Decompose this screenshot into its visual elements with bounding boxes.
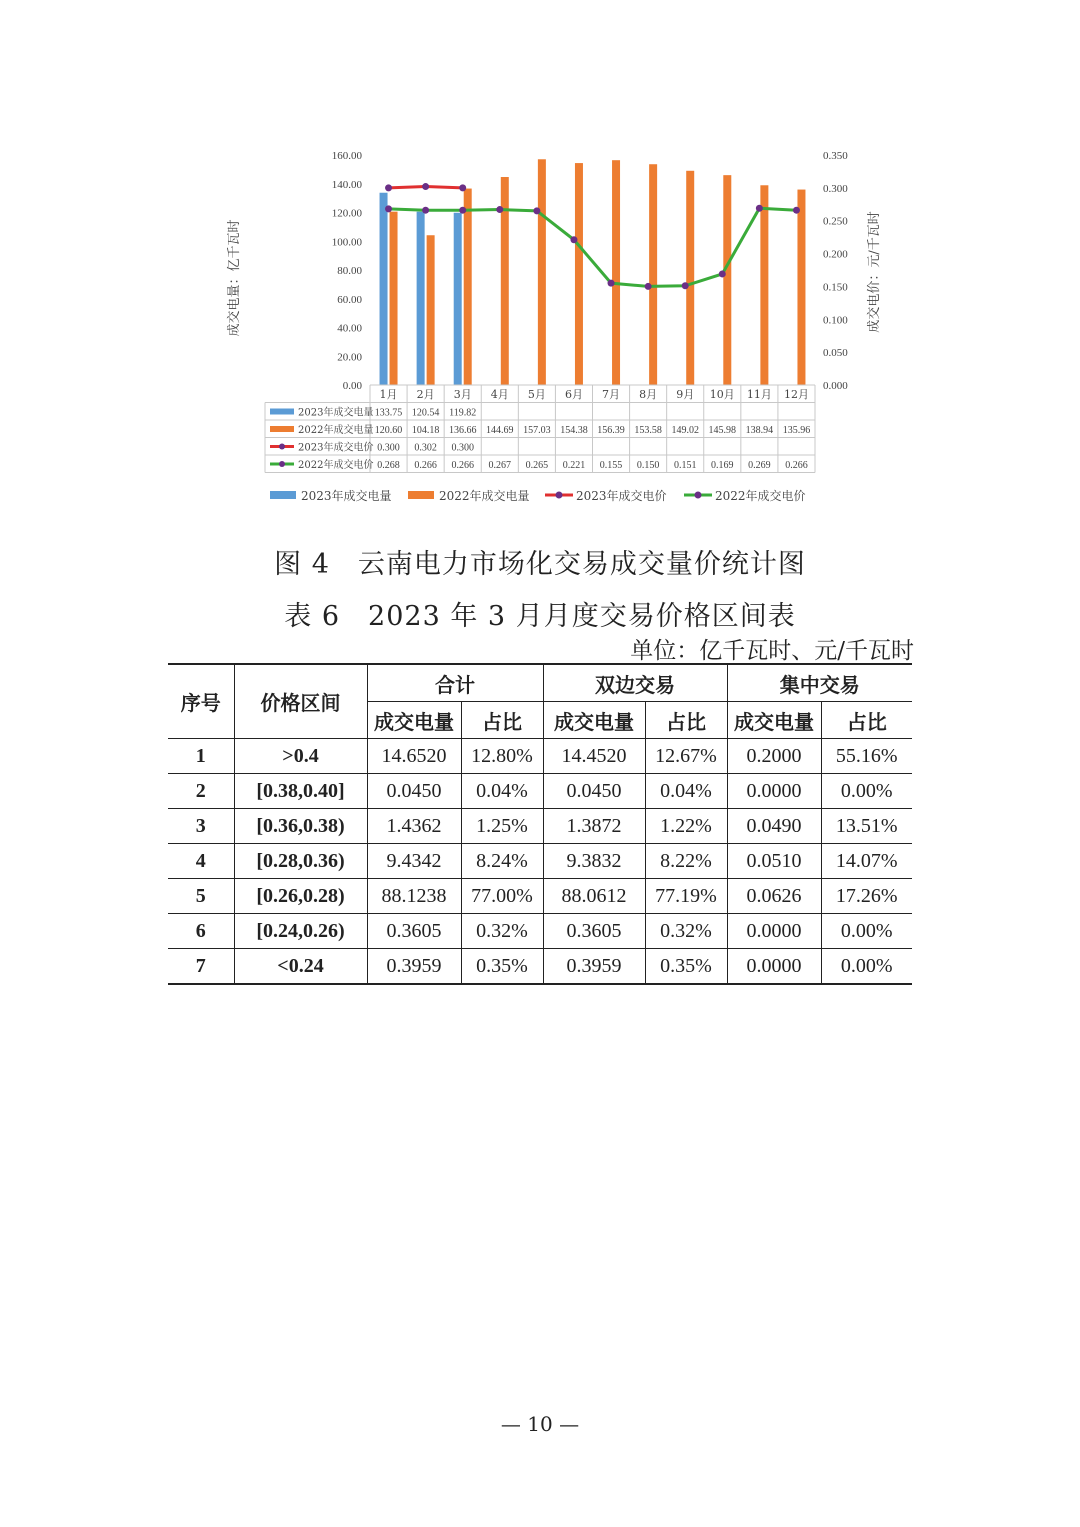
cell-centralized-share: 14.07% <box>821 844 912 879</box>
legend-label: 2023年成交电价 <box>576 489 667 503</box>
cell-range: [0.38,0.40] <box>234 774 367 809</box>
data-label: 120.60 <box>374 425 403 436</box>
line-point <box>459 184 466 191</box>
cell-range: [0.36,0.38) <box>234 809 367 844</box>
cell-bilateral-volume: 9.3832 <box>543 844 645 879</box>
y-right-tick-label: 0.100 <box>823 314 848 327</box>
line-point <box>756 205 763 212</box>
cell-total-volume: 0.3959 <box>367 949 461 985</box>
x-tick-label: 5月 <box>527 388 546 401</box>
bar <box>390 212 398 385</box>
x-tick-label: 1月 <box>379 388 398 401</box>
cell-centralized-share: 0.00% <box>821 914 912 949</box>
cell-range: [0.24,0.26) <box>234 914 367 949</box>
line-point <box>645 283 652 290</box>
cell-total-volume: 0.3605 <box>367 914 461 949</box>
y-left-tick-label: 100.00 <box>331 236 362 249</box>
data-label: 0.266 <box>414 460 437 471</box>
cell-total-volume: 9.4342 <box>367 844 461 879</box>
data-label: 0.268 <box>377 460 400 471</box>
table-row <box>168 879 912 914</box>
cell-bilateral-volume: 0.0450 <box>543 774 645 809</box>
data-table-legend-key <box>270 426 294 432</box>
cell-bilateral-volume: 0.3959 <box>543 949 645 985</box>
legend-key <box>270 491 296 499</box>
bar <box>380 193 388 385</box>
data-label: 153.58 <box>634 425 662 436</box>
cell-bilateral-share: 0.04% <box>645 774 727 809</box>
header-index: 序号 <box>168 664 234 739</box>
bar <box>427 235 435 385</box>
bar <box>686 171 694 385</box>
y-right-tick-label: 0.300 <box>823 182 848 195</box>
data-label: 0.302 <box>414 442 437 454</box>
header-centralized-share: 占比 <box>821 702 912 739</box>
cell-index: 1 <box>168 739 234 774</box>
y-left-tick-label: 80.00 <box>337 265 362 277</box>
cell-total-volume: 14.6520 <box>367 739 461 774</box>
legend-label: 2022年成交电量 <box>439 489 530 503</box>
data-label: 133.75 <box>374 407 403 419</box>
data-label: 138.94 <box>745 425 774 436</box>
cell-centralized-share: 17.26% <box>821 879 912 914</box>
table-row <box>168 844 912 879</box>
line-point <box>793 207 800 214</box>
cell-index: 6 <box>168 914 234 949</box>
cell-range: [0.26,0.28) <box>234 879 367 914</box>
cell-index: 5 <box>168 879 234 914</box>
header-total-share: 占比 <box>461 702 543 739</box>
data-label: 0.266 <box>785 460 808 471</box>
cell-bilateral-volume: 0.3605 <box>543 914 645 949</box>
data-label: 157.03 <box>523 425 551 436</box>
cell-centralized-volume: 0.0000 <box>727 949 821 985</box>
data-label: 156.39 <box>597 425 625 436</box>
data-label: 120.54 <box>411 407 440 419</box>
bar <box>760 185 768 385</box>
header-range: 价格区间 <box>234 664 367 739</box>
unit-label: 单位：亿千瓦时、元/千瓦时 <box>630 638 914 664</box>
bar <box>464 189 472 385</box>
data-label: 145.98 <box>708 425 737 436</box>
y-left-tick-label: 140.00 <box>331 178 362 191</box>
line-point <box>682 282 689 289</box>
bar <box>454 213 462 385</box>
legend-key <box>556 492 563 499</box>
y-left-tick-label: 40.00 <box>337 322 362 335</box>
combo-chart <box>0 0 1080 530</box>
cell-total-share: 0.32% <box>461 914 543 949</box>
cell-total-volume: 0.0450 <box>367 774 461 809</box>
series-line <box>389 208 797 286</box>
cell-index: 7 <box>168 949 234 985</box>
cell-centralized-volume: 0.0626 <box>727 879 821 914</box>
cell-centralized-volume: 0.0510 <box>727 844 821 879</box>
line-point <box>533 207 540 214</box>
y-left-tick-label: 0.00 <box>342 380 362 392</box>
line-point <box>719 270 726 277</box>
cell-index: 4 <box>168 844 234 879</box>
data-label: 0.151 <box>673 460 697 471</box>
y-left-tick-label: 60.00 <box>337 293 362 306</box>
data-label: 0.269 <box>748 460 771 471</box>
table-row <box>168 809 912 844</box>
cell-bilateral-share: 77.19% <box>645 879 727 914</box>
cell-total-volume: 88.1238 <box>367 879 461 914</box>
x-tick-label: 2月 <box>416 388 435 401</box>
cell-total-volume: 1.4362 <box>367 809 461 844</box>
bar <box>538 159 546 385</box>
line-point <box>459 207 466 214</box>
x-tick-label: 8月 <box>639 388 658 401</box>
cell-bilateral-share: 1.22% <box>645 809 727 844</box>
cell-range: >0.4 <box>234 739 367 774</box>
data-table-legend-key <box>279 461 285 467</box>
line-point <box>385 184 392 191</box>
data-label: 104.18 <box>411 425 440 436</box>
table-caption: 表 6 2023 年 3 月月度交易价格区间表 <box>284 601 796 632</box>
cell-total-share: 1.25% <box>461 809 543 844</box>
data-table-series-name: 2023年成交电量 <box>298 407 374 419</box>
cell-bilateral-volume: 14.4520 <box>543 739 645 774</box>
cell-bilateral-volume: 1.3872 <box>543 809 645 844</box>
data-label: 154.38 <box>560 425 588 436</box>
header-centralized-volume: 成交电量 <box>727 702 821 739</box>
legend-label: 2022年成交电价 <box>715 489 806 503</box>
data-label: 0.150 <box>636 460 660 471</box>
cell-centralized-volume: 0.0000 <box>727 774 821 809</box>
table-row <box>168 914 912 949</box>
line-point <box>422 207 429 214</box>
cell-centralized-share: 0.00% <box>821 774 912 809</box>
header-total-volume: 成交电量 <box>367 702 461 739</box>
cell-total-share: 12.80% <box>461 739 543 774</box>
x-tick-label: 11月 <box>746 388 772 401</box>
figure-caption: 图 4 云南电力市场化交易成交量价统计图 <box>274 549 806 580</box>
legend-key <box>695 492 702 499</box>
data-table-legend-key <box>270 409 294 415</box>
data-table-series-name: 2022年成交电量 <box>298 425 374 436</box>
data-label: 135.96 <box>782 425 811 436</box>
data-table-legend-key <box>279 444 285 450</box>
line-point <box>422 183 429 190</box>
header-bilateral-share: 占比 <box>645 702 727 739</box>
cell-range: [0.28,0.36) <box>234 844 367 879</box>
data-label: 0.300 <box>377 442 400 454</box>
cell-centralized-share: 0.00% <box>821 949 912 985</box>
line-point <box>570 236 577 243</box>
data-table-series-name: 2022年成交电价 <box>298 460 374 471</box>
header-bilateral: 双边交易 <box>543 664 727 702</box>
data-label: 149.02 <box>671 425 699 436</box>
cell-total-share: 0.35% <box>461 949 543 985</box>
y-left-tick-label: 120.00 <box>331 207 362 220</box>
price-range-table <box>168 663 912 985</box>
bar <box>612 160 620 385</box>
data-label: 144.69 <box>486 425 514 436</box>
data-label: 0.266 <box>451 460 474 471</box>
x-tick-label: 7月 <box>602 388 621 401</box>
y-right-axis-title: 成交电价：元/千瓦时 <box>867 211 882 333</box>
header-bilateral-volume: 成交电量 <box>543 702 645 739</box>
chart-svg <box>0 0 1080 530</box>
y-left-tick-label: 160.00 <box>331 150 362 162</box>
line-point <box>496 206 503 213</box>
bar <box>417 212 425 385</box>
cell-bilateral-share: 12.67% <box>645 739 727 774</box>
y-right-tick-label: 0.150 <box>823 281 848 294</box>
table-header-row <box>168 664 912 702</box>
x-tick-label: 12月 <box>783 388 809 401</box>
cell-bilateral-share: 0.32% <box>645 914 727 949</box>
x-tick-label: 9月 <box>676 388 695 401</box>
page-number: — 10 — <box>500 1412 580 1436</box>
y-left-axis-title: 成交电量：亿千瓦时 <box>227 219 242 337</box>
data-label: 136.66 <box>448 425 477 436</box>
cell-total-share: 0.04% <box>461 774 543 809</box>
data-label: 0.267 <box>488 460 512 471</box>
cell-total-share: 8.24% <box>461 844 543 879</box>
y-right-tick-label: 0.050 <box>823 347 848 360</box>
cell-index: 2 <box>168 774 234 809</box>
y-right-tick-label: 0.250 <box>823 215 848 228</box>
data-label: 0.155 <box>599 460 623 471</box>
data-label: 119.82 <box>449 407 477 419</box>
y-left-tick-label: 20.00 <box>337 351 362 364</box>
x-tick-label: 4月 <box>490 388 509 401</box>
y-right-tick-label: 0.200 <box>823 248 848 261</box>
table-row <box>168 949 912 985</box>
x-tick-label: 10月 <box>709 388 735 401</box>
legend-label: 2023年成交电量 <box>301 489 392 503</box>
data-table-series-name: 2023年成交电价 <box>298 442 374 454</box>
x-tick-label: 3月 <box>453 388 472 401</box>
cell-centralized-volume: 0.0490 <box>727 809 821 844</box>
cell-total-share: 77.00% <box>461 879 543 914</box>
data-label: 0.221 <box>562 460 586 471</box>
cell-centralized-share: 55.16% <box>821 739 912 774</box>
cell-index: 3 <box>168 809 234 844</box>
data-label: 0.265 <box>525 460 549 471</box>
table-row <box>168 739 912 774</box>
line-point <box>608 280 615 287</box>
data-label: 0.300 <box>451 442 474 454</box>
bar <box>723 175 731 385</box>
cell-centralized-volume: 0.2000 <box>727 739 821 774</box>
y-right-tick-label: 0.000 <box>823 380 848 392</box>
cell-bilateral-share: 0.35% <box>645 949 727 985</box>
table-body <box>168 739 912 985</box>
line-point <box>385 205 392 212</box>
bar <box>797 190 805 385</box>
table-row <box>168 774 912 809</box>
legend-key <box>408 491 434 499</box>
bar <box>649 164 657 385</box>
cell-bilateral-volume: 88.0612 <box>543 879 645 914</box>
cell-range: <0.24 <box>234 949 367 985</box>
bar <box>575 163 583 385</box>
y-right-tick-label: 0.350 <box>823 150 848 162</box>
cell-centralized-share: 13.51% <box>821 809 912 844</box>
cell-bilateral-share: 8.22% <box>645 844 727 879</box>
data-label: 0.169 <box>711 460 734 471</box>
header-total: 合计 <box>367 664 543 702</box>
header-centralized: 集中交易 <box>727 664 912 702</box>
cell-centralized-volume: 0.0000 <box>727 914 821 949</box>
x-tick-label: 6月 <box>564 388 583 401</box>
